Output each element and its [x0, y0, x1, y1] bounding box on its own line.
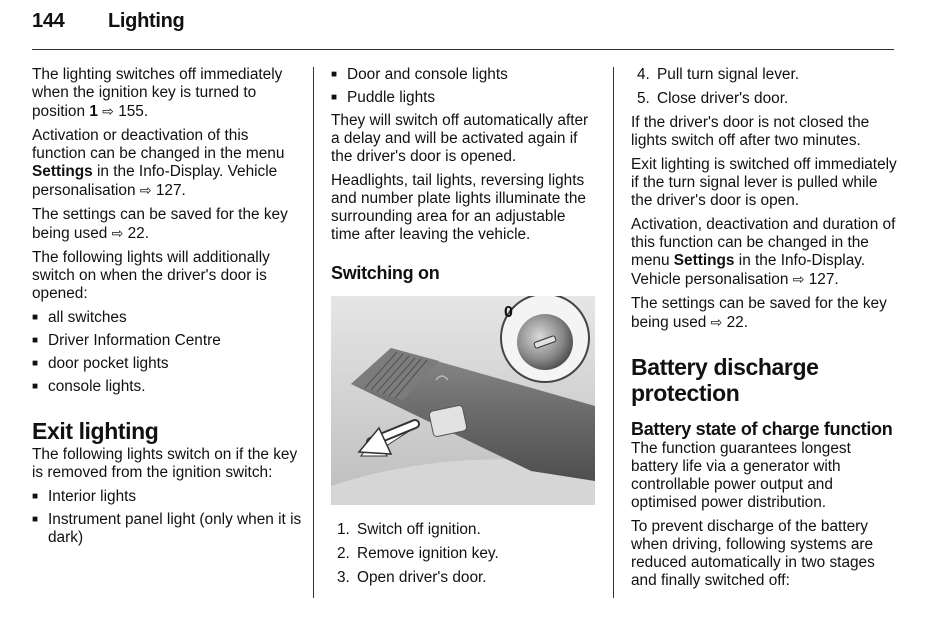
- list-item: 3. Open driver's door.: [337, 569, 487, 586]
- cross-reference-arrow-icon: ⇨: [792, 271, 805, 287]
- paragraph: The lighting switches off immediately when the ignition key is turned to position 1 ⇨ 155.: [32, 66, 283, 120]
- numbered-steps: [631, 66, 899, 108]
- bullet-list: [32, 309, 302, 396]
- paragraph: Activation, deactivation and duration of this function can be changed in the menu Settings in the Info-Display. Vehicle personalisation ⇨ 127.: [631, 216, 896, 288]
- paragraph: Exit lighting is switched off immediately if the turn signal lever is pulled while the driver's door is open.: [631, 156, 897, 209]
- list-item: 5. Close driver's door.: [637, 90, 789, 107]
- list-item: ■ all switches: [32, 309, 302, 327]
- cross-reference-arrow-icon: ⇨: [111, 225, 124, 241]
- paragraph: The settings can be saved for the key being used ⇨ 22.: [631, 295, 887, 331]
- chapter-title: Lighting: [108, 10, 185, 32]
- section-heading: Battery discharge protection: [631, 354, 819, 406]
- list-item: ■ Door and console lights: [331, 66, 597, 84]
- header-rule: [32, 49, 894, 50]
- cross-reference-arrow-icon: ⇨: [102, 103, 114, 119]
- list-item: ■ Instrument panel light (only when it is dark): [32, 511, 302, 547]
- page-header: [32, 10, 184, 33]
- list-item: ■ door pocket lights: [32, 355, 302, 373]
- list-item: ■ Puddle lights: [331, 89, 597, 107]
- paragraph: The following lights switch on if the key is removed from the ignition switch:: [32, 446, 298, 481]
- paragraph: Headlights, tail lights, reversing lights and number plate lights illuminate the surrounding area for an adjustable time after leaving the vehicle.: [331, 172, 586, 243]
- lever-illustration-svg: [331, 296, 595, 505]
- paragraph: They will switch off automatically after a delay and will be activated again if the driver's door is opened.: [331, 112, 589, 165]
- paragraph: Activation or deactivation of this function can be changed in the menu Settings in the Info-Display. Vehicle personalisation ⇨ 127.: [32, 127, 285, 199]
- ignition-position-label: 0: [504, 304, 513, 321]
- list-item: ■ Interior lights: [32, 488, 302, 506]
- numbered-steps: [331, 521, 597, 587]
- page-number: 144: [32, 10, 65, 32]
- column-3: [631, 66, 899, 596]
- paragraph: To prevent discharge of the battery when driving, following systems are reduced automatically in two stages and finally switched off:: [631, 518, 875, 589]
- bullet-list: [331, 66, 597, 107]
- section-heading: Exit lighting: [32, 418, 159, 444]
- column-1: [32, 66, 302, 552]
- column-2: [331, 66, 597, 593]
- cross-reference-arrow-icon: ⇨: [139, 182, 152, 198]
- list-item: 2. Remove ignition key.: [337, 545, 499, 562]
- list-item: 1. Switch off ignition.: [337, 521, 481, 538]
- list-item: ■ console lights.: [32, 378, 302, 396]
- section-heading: Switching on: [331, 263, 440, 283]
- subsection-heading: Battery state of charge function: [631, 419, 893, 439]
- cross-reference-arrow-icon: ⇨: [710, 314, 723, 330]
- paragraph: The following lights will additionally switch on when the driver's door is opened:: [32, 249, 270, 302]
- column-divider-1: [313, 67, 314, 598]
- turn-signal-lever-illustration: [331, 296, 595, 505]
- paragraph: The settings can be saved for the key being used ⇨ 22.: [32, 206, 288, 242]
- column-divider-2: [613, 67, 614, 598]
- bullet-list: [32, 488, 302, 547]
- paragraph: If the driver's door is not closed the lights switch off after two minutes.: [631, 114, 870, 149]
- list-item: 4. Pull turn signal lever.: [637, 66, 800, 83]
- paragraph: The function guarantees longest battery life via a generator with controllable power output and optimised power distribution.: [631, 440, 851, 511]
- list-item: ■ Driver Information Centre: [32, 332, 302, 350]
